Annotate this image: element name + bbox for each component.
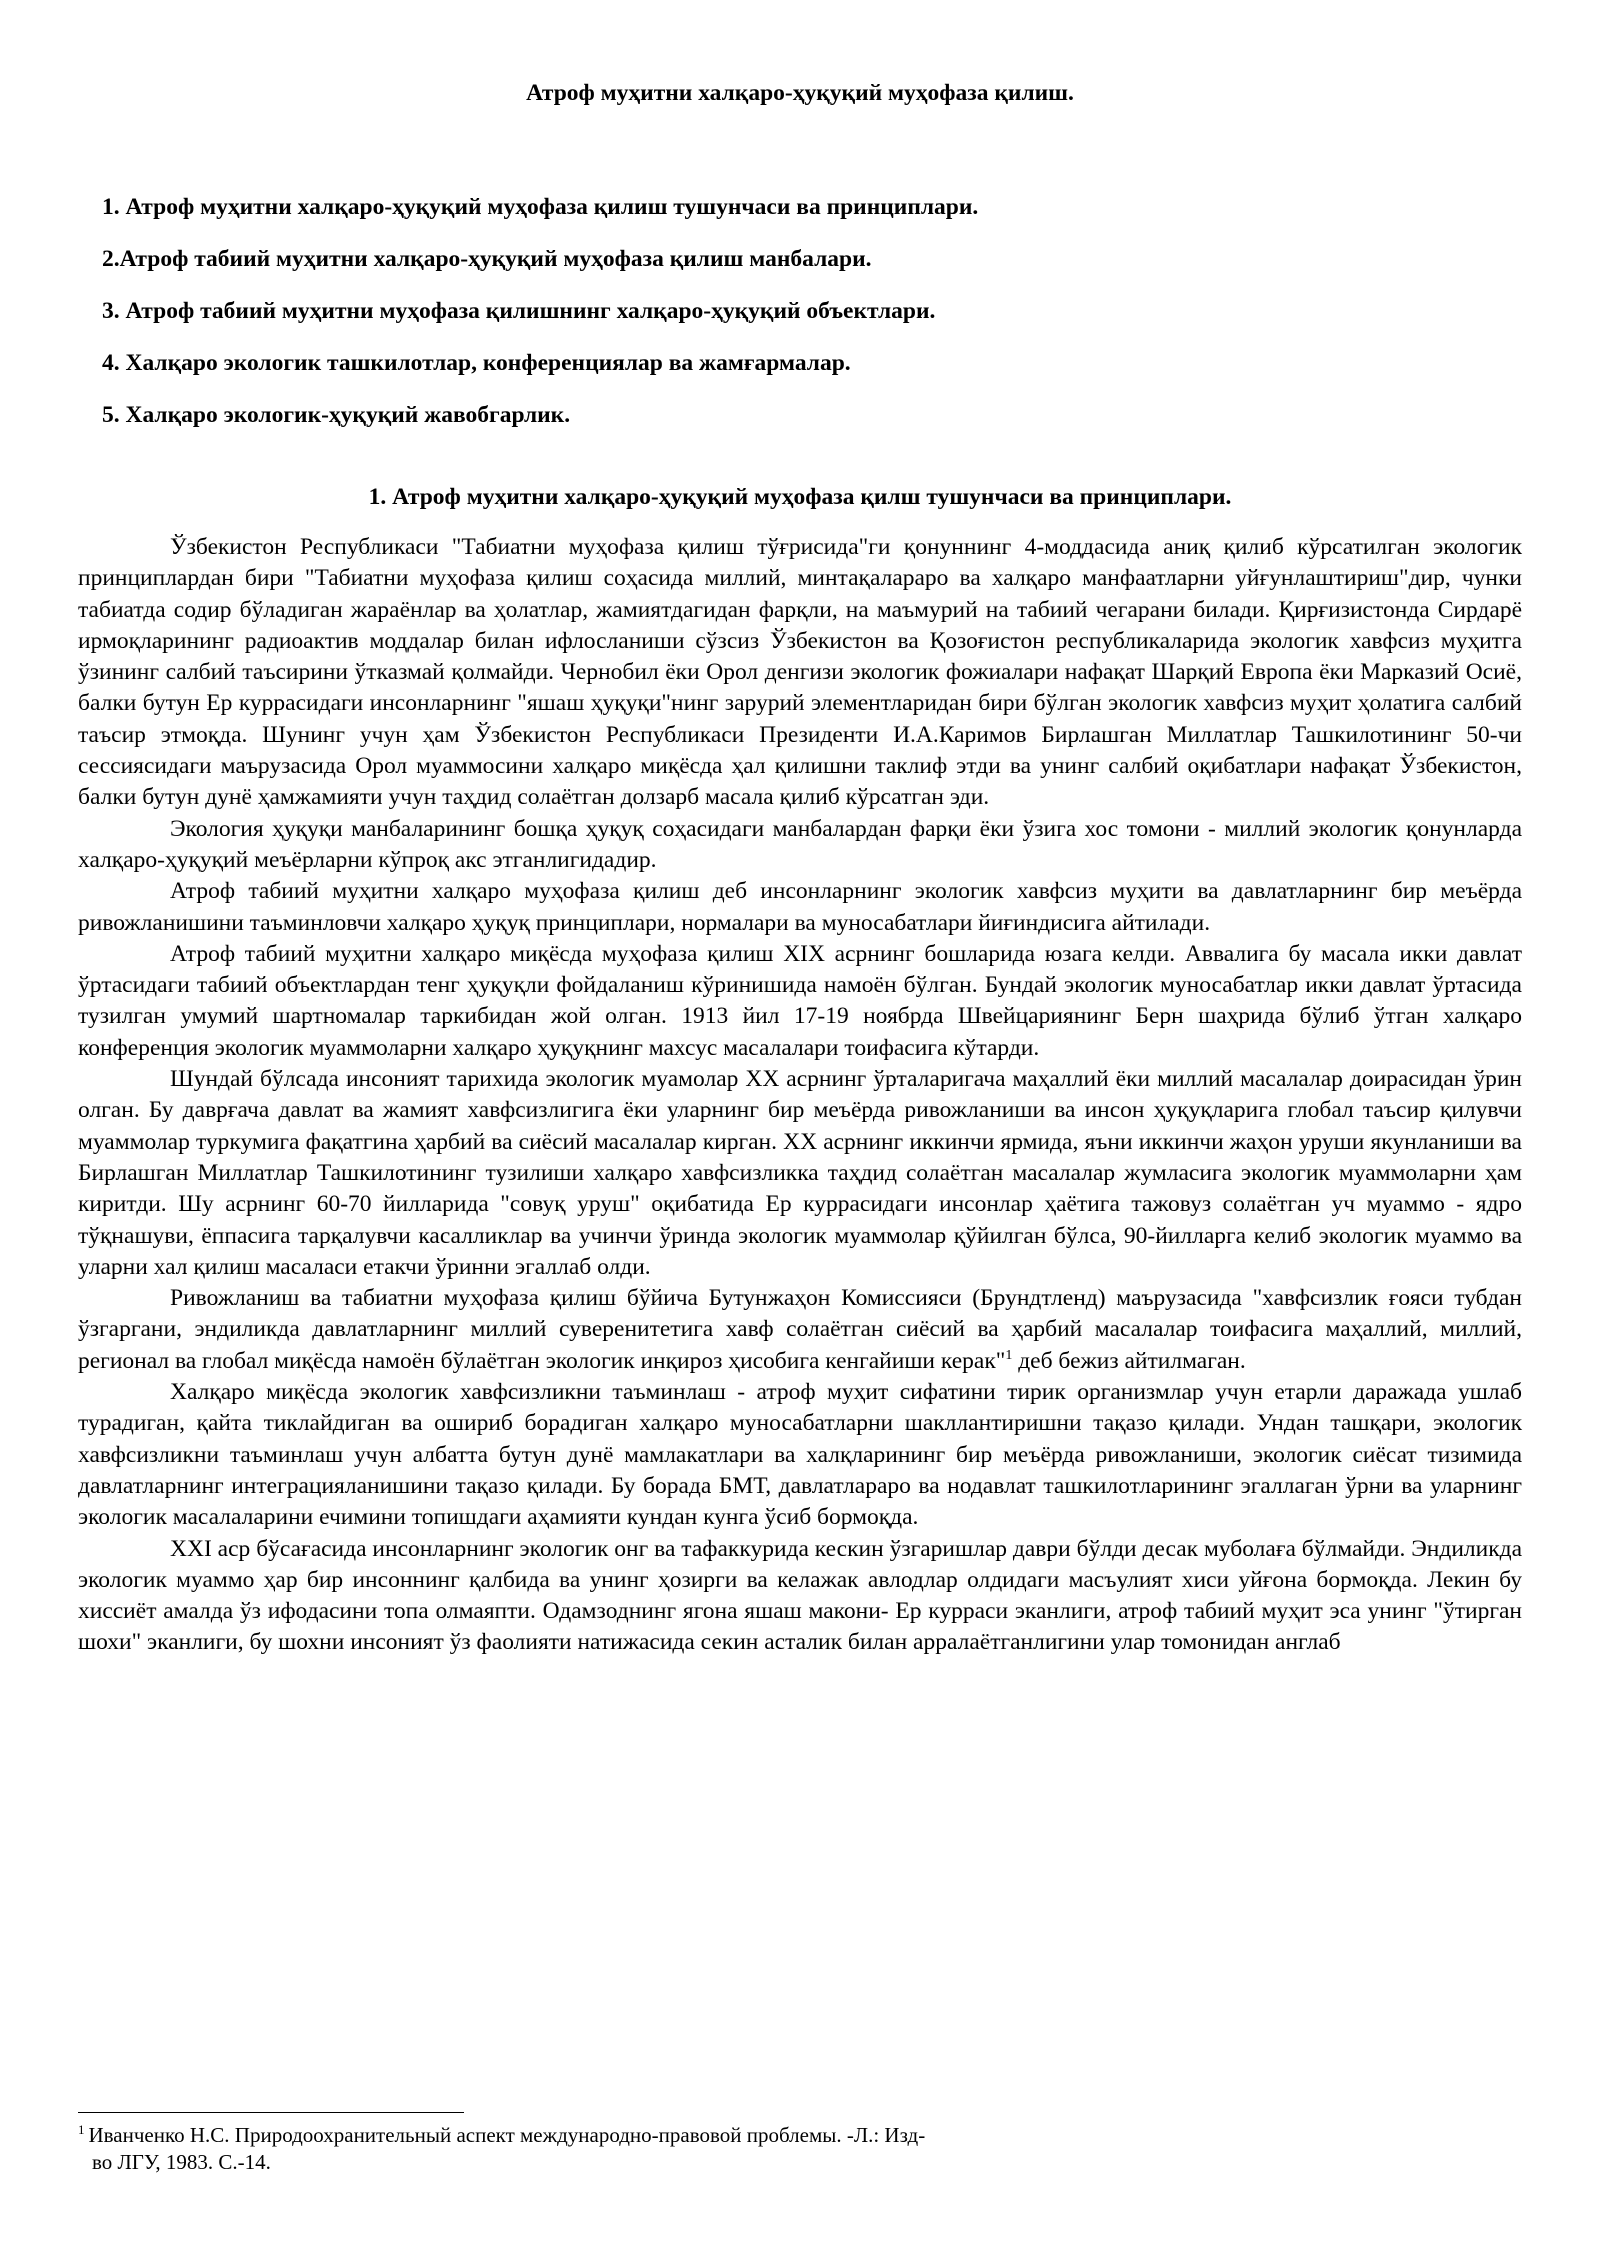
paragraph: Экология ҳуқуқи манбаларининг бошқа ҳуқуқ соҳасидаги манбалардан фарқи ёки ўзига хос томони - миллий экологик қонунларда халқаро-ҳуқуқий меъёрларни кўпроқ акс этганлигидадир. xyxy=(78,815,1522,873)
toc-item: 2.Атроф табиий муҳитни халқаро-ҳуқуқий муҳофаза қилиш манбалари. xyxy=(102,246,872,272)
paragraph: Шундай бўлсада инсоният тарихида экологик муамолар XX асрнинг ўрталаригача маҳаллий ёки миллий масалалар доирасидан ўрин олган. Бу даврғача давлат ва жамият хавфсизлигига ёки уларнинг бир меъёрда ривожланиши ва инсон ҳуқуқларига глобал таъсир қилувчи муаммолар туркумига фақатгина ҳарбий ва сиёсий масалалар кирган. XX асрнинг иккинчи ярмида, яъни иккинчи жаҳон уруши якунланиши ва Бирлашган Миллатлар Ташкилотининг тузилиши халқаро хавфсизликка таҳдид солаётган масалалар жумласига экологик муаммоларни ҳам киритди. Шу асрнинг 60-70 йилларида "совуқ уруш" оқибатида Ер куррасидаги инсонлар ҳаётига тажовуз солаётган уч муаммо - ядро тўқнашуви, ёппасига тарқалувчи касалликлар ва учинчи ўринда экологик муаммолар қўйилган бўлса, 90-йилларга келиб экологик муаммо ва уларни хал қилиш масаласи етакчи ўринни эгаллаб олди. xyxy=(78,1066,1522,1280)
paragraph: Атроф табиий муҳитни халқаро миқёсда муҳофаза қилиш XIX асрнинг бошларида юзага келди. Аввалига бу масала икки давлат ўртасидаги табиий объектлардан тенг ҳуқуқли фойдаланиш кўринишида намоён бўлган. Бундай экологик муносабатлар икки давлат ўртасида тузилган умумий шартномалар таркибидан жой олган. 1913 йил 17-19 ноябрда Швейцариянинг Берн шаҳрида бўлиб ўтган халқаро конференция экологик муаммоларни халқаро ҳуқуқнинг махсус масалалари тоифасига кўтарди. xyxy=(78,940,1522,1061)
body-text xyxy=(78,532,1522,1659)
toc-item: 5. Халқаро экологик-ҳуқуқий жавобгарлик. xyxy=(102,402,571,428)
paragraph: Ўзбекистон Республикаси "Табиатни муҳофаза қилиш тўғрисида"ги қонуннинг 4-моддасида аниқ қилиб кўрсатилган экологик принциплардан бири "Табиатни муҳофаза қилиш соҳасида миллий, минтақалараро ва халқаро манфаатларни уйғунлаштириш"дир, чунки табиатда содир бўладиган жараёнлар ва ҳолатлар, жамиятдагидан фарқли, на маъмурий на табиий чегарани билади. Қирғизистонда Сирдарё ирмоқларининг радиоактив моддалар билан ифлосланиши сўзсиз Ўзбекистон ва Қозоғистон республикаларида экологик хавфсиз муҳитга ўзининг салбий таъсирини ўтказмай қолмайди. Чернобил ёки Орол денгизи экологик фожиалари нафақат Шарқий Европа ёки Марказий Осиё, балки бутун Ер куррасидаги инсонларнинг "яшаш ҳуқуқи"нинг зарурий элементларидан бири бўлган экологик хавфсиз муҳит ҳолатига салбий таъсир этмоқда. Шунинг учун ҳам Ўзбекистон Республикаси Президенти И.А.Каримов Бирлашган Миллатлар Ташкилотининг 50-чи сессиясидаги маърузасида Орол муаммосини халқаро миқёсда ҳал қилишни таклиф этди ва унинг салбий оқибатлари нафақат Ўзбекистон, балки бутун дунё ҳамжамияти учун таҳдид солаётган долзарб масала қилиб кўрсатган эди. xyxy=(78,534,1522,811)
paragraph-with-footnote xyxy=(78,1283,1522,1377)
paragraph: Халқаро миқёсда экологик хавфсизликни таъминлаш - атроф муҳит сифатини тирик организмлар учун етарли даражада ушлаб турадиган, қайта тиклайдиган ва ошириб борадиган халқаро муносабатларни шакллантиришни тақазо қилади. Ундан ташқари, экологик хавфсизликни таъминлаш учун албатта бутун дунё мамлакатлари ва халқларининг бир меъёрда ривожланиши, экологик сиёсат тизимида давлатларнинг интеграцияланишини тақазо қилади. Бу борада БМТ, давлатлараро ва нодавлат ташкилотларининг эгаллаган ўрни ва уларнинг экологик масалаларини ечимини топишдаги аҳамияти кундан кунга ўсиб бормоқда. xyxy=(78,1379,1522,1531)
paragraph-tail: деб бежиз айтилмаган. xyxy=(1012,1347,1246,1374)
footnote xyxy=(78,2122,1228,2176)
footnote-text: Иванченко Н.С. Природоохранительный аспект международно-правовой проблемы. -Л.: Изд- xyxy=(88,2123,926,2147)
footnote-reference[interactable]: 1 xyxy=(1005,1347,1013,1363)
footnote-separator xyxy=(78,2112,464,2113)
toc-item: 3. Атроф табиий муҳитни муҳофаза қилишнинг халқаро-ҳуқуқий объектлари. xyxy=(102,298,936,324)
footnote-continuation: во ЛГУ, 1983. С.-14. xyxy=(92,2150,271,2174)
document-title: Атроф муҳитни халқаро-ҳуқуқий муҳофаза қилиш. xyxy=(526,80,1074,106)
paragraph: XXI аср бўсағасида инсонларнинг экологик онг ва тафаккурида кескин ўзгаришлар даври бўлди десак муболаға бўлмайди. Эндиликда экологик муаммо ҳар бир инсоннинг қалбида ва унинг ҳозирги ва келажак авлодлар олдидаги масъулият хиси уйғона бормоқда. Лекин бу хиссиёт амалда ўз ифодасини топа олмаяпти. Одамзоднинг ягона яшаш макони- Ер курраси эканлиги, атроф табиий муҳит эса унинг "ўтирган шохи" эканлиги, бу шохни инсоният ўз фаолияти натижасида секин асталик билан арралаётганлигини улар томонидан англаб xyxy=(78,1535,1522,1656)
toc-item: 1. Атроф муҳитни халқаро-ҳуқуқий муҳофаза қилиш тушунчаси ва принциплари. xyxy=(102,194,979,220)
toc-item: 4. Халқаро экологик ташкилотлар, конференциялар ва жамғармалар. xyxy=(102,350,851,376)
paragraph: Атроф табиий муҳитни халқаро муҳофаза қилиш деб инсонларнинг экологик хавфсиз муҳити ва давлатларнинг бир меъёрда ривожланишини таъминловчи халқаро ҳуқуқ принциплари, нормалари ва муносабатлари йиғиндисига айтилади. xyxy=(78,878,1522,936)
section-heading: 1. Атроф муҳитни халқаро-ҳуқуқий муҳофаза қилш тушунчаси ва принциплари. xyxy=(368,484,1232,510)
footnote-number: 1 xyxy=(78,2122,85,2137)
paragraph-text: Ривожланиш ва табиатни муҳофаза қилиш бўйича Бутунжаҳон Комиссияси (Брундтленд) маърузасида "хавфсизлик ғояси тубдан ўзгаргани, эндиликда давлатларнинг миллий суверенитетига хавф солаётган сиёсий ва ҳарбий масалалар тоифасига маҳаллий, миллий, регионал ва глобал миқёсда намоён бўлаётган экологик инқироз ҳисобига кенгайиши керак" xyxy=(78,1285,1522,1374)
table-of-contents xyxy=(102,192,1502,452)
